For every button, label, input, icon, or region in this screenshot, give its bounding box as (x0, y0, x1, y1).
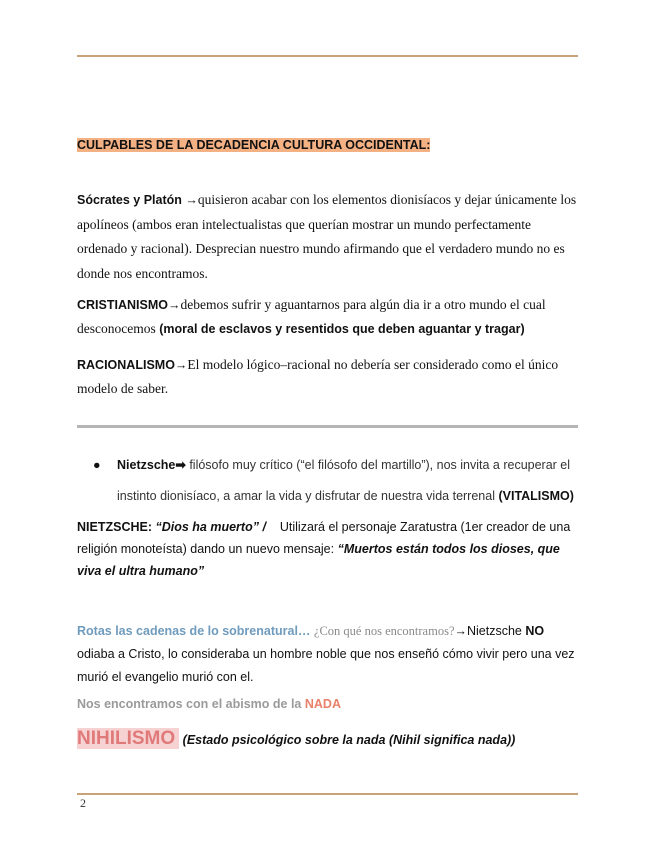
paragraph-socrates (77, 188, 579, 286)
list-item-nietzsche (93, 450, 579, 512)
bullet-text: filósofo muy crítico (“el filósofo del martillo”), nos invita a recuperar el instinto dionisíaco, a amar la vida y disfrutar de nuestra vida terrenal (117, 458, 571, 503)
paragraph-nos-encontramos (77, 697, 579, 711)
paragraph-rotas (77, 620, 579, 689)
arrow-icon: → (174, 358, 188, 372)
arrow-icon: → (185, 193, 198, 207)
arrow-icon: → (454, 624, 467, 638)
nietzsche-slash: / (262, 520, 266, 534)
bullet-bold-tail: (VITALISMO) (498, 489, 574, 503)
paragraph-nietzsche (77, 516, 579, 582)
section-heading: CULPABLES DE LA DECADENCIA CULTURA OCCIDENTAL: (77, 138, 431, 152)
nihilismo-word: NIHILISMO (77, 728, 179, 749)
right-arrow-icon: ➡ (175, 458, 186, 472)
arrow-icon: → (167, 298, 181, 312)
header-rule (77, 55, 578, 57)
racionalismo-lead: RACIONALISMO (77, 358, 175, 372)
socrates-lead: Sócrates y Platón (77, 193, 182, 207)
cristianismo-text: debemos sufrir y aguantarnos para algún dia ir a otro mundo el cual desconocemos (77, 297, 546, 336)
bullet-lead: Nietzsche (117, 458, 176, 472)
page-number: 2 (80, 796, 86, 810)
section-divider (77, 425, 578, 428)
paragraph-nihilismo (77, 728, 579, 750)
nos-text: Nos encontramos con el abismo de la (77, 697, 302, 711)
cristianismo-bold-tail: (moral de esclavos y resentidos que deben aguantar y tragar) (159, 322, 525, 336)
nihilismo-note: (Estado psicológico sobre la nada (Nihil significa nada)) (182, 733, 516, 747)
footer-rule (77, 793, 578, 795)
nietzsche-quote2: “Muertos están todos los dioses, que viva el ultra humano” (77, 542, 560, 578)
paragraph-cristianismo (77, 293, 579, 341)
bullet-icon: ● (93, 458, 101, 472)
racionalismo-text: El modelo lógico–racional no debería ser considerado como el único modelo de saber. (77, 357, 559, 396)
paragraph-racionalismo (77, 353, 579, 401)
cristianismo-lead: CRISTIANISMO (77, 298, 168, 312)
rotas-text1: Nietzsche (467, 624, 522, 638)
socrates-text: quisieron acabar con los elementos dionisíacos y dejar únicamente los apolíneos (ambos eran intelectualistas que querían mostrar un mundo perfectamente ordenado y racional). Desprecian nuestro mundo afirmando que el verdadero mundo no es donde nos encontramos. (77, 192, 577, 281)
rotas-lead: Rotas las cadenas de lo sobrenatural… (77, 624, 311, 638)
rotas-text2: odiaba a Cristo, lo consideraba un hombre noble que nos enseñó cómo vivir pero una vez murió el evangelio murió con el. (77, 647, 575, 684)
nietzsche-lead: NIETZSCHE: (77, 520, 152, 534)
nietzsche-text: Utilizará el personaje Zaratustra (1er creador de una religión monoteísta) dando un nuevo mensaje: (77, 520, 571, 556)
nada-word: NADA (304, 697, 341, 711)
rotas-no: NO (525, 624, 545, 638)
rotas-question: ¿Con qué nos encontramos? (313, 624, 455, 638)
nietzsche-quote: “Dios ha muerto” (155, 520, 259, 534)
